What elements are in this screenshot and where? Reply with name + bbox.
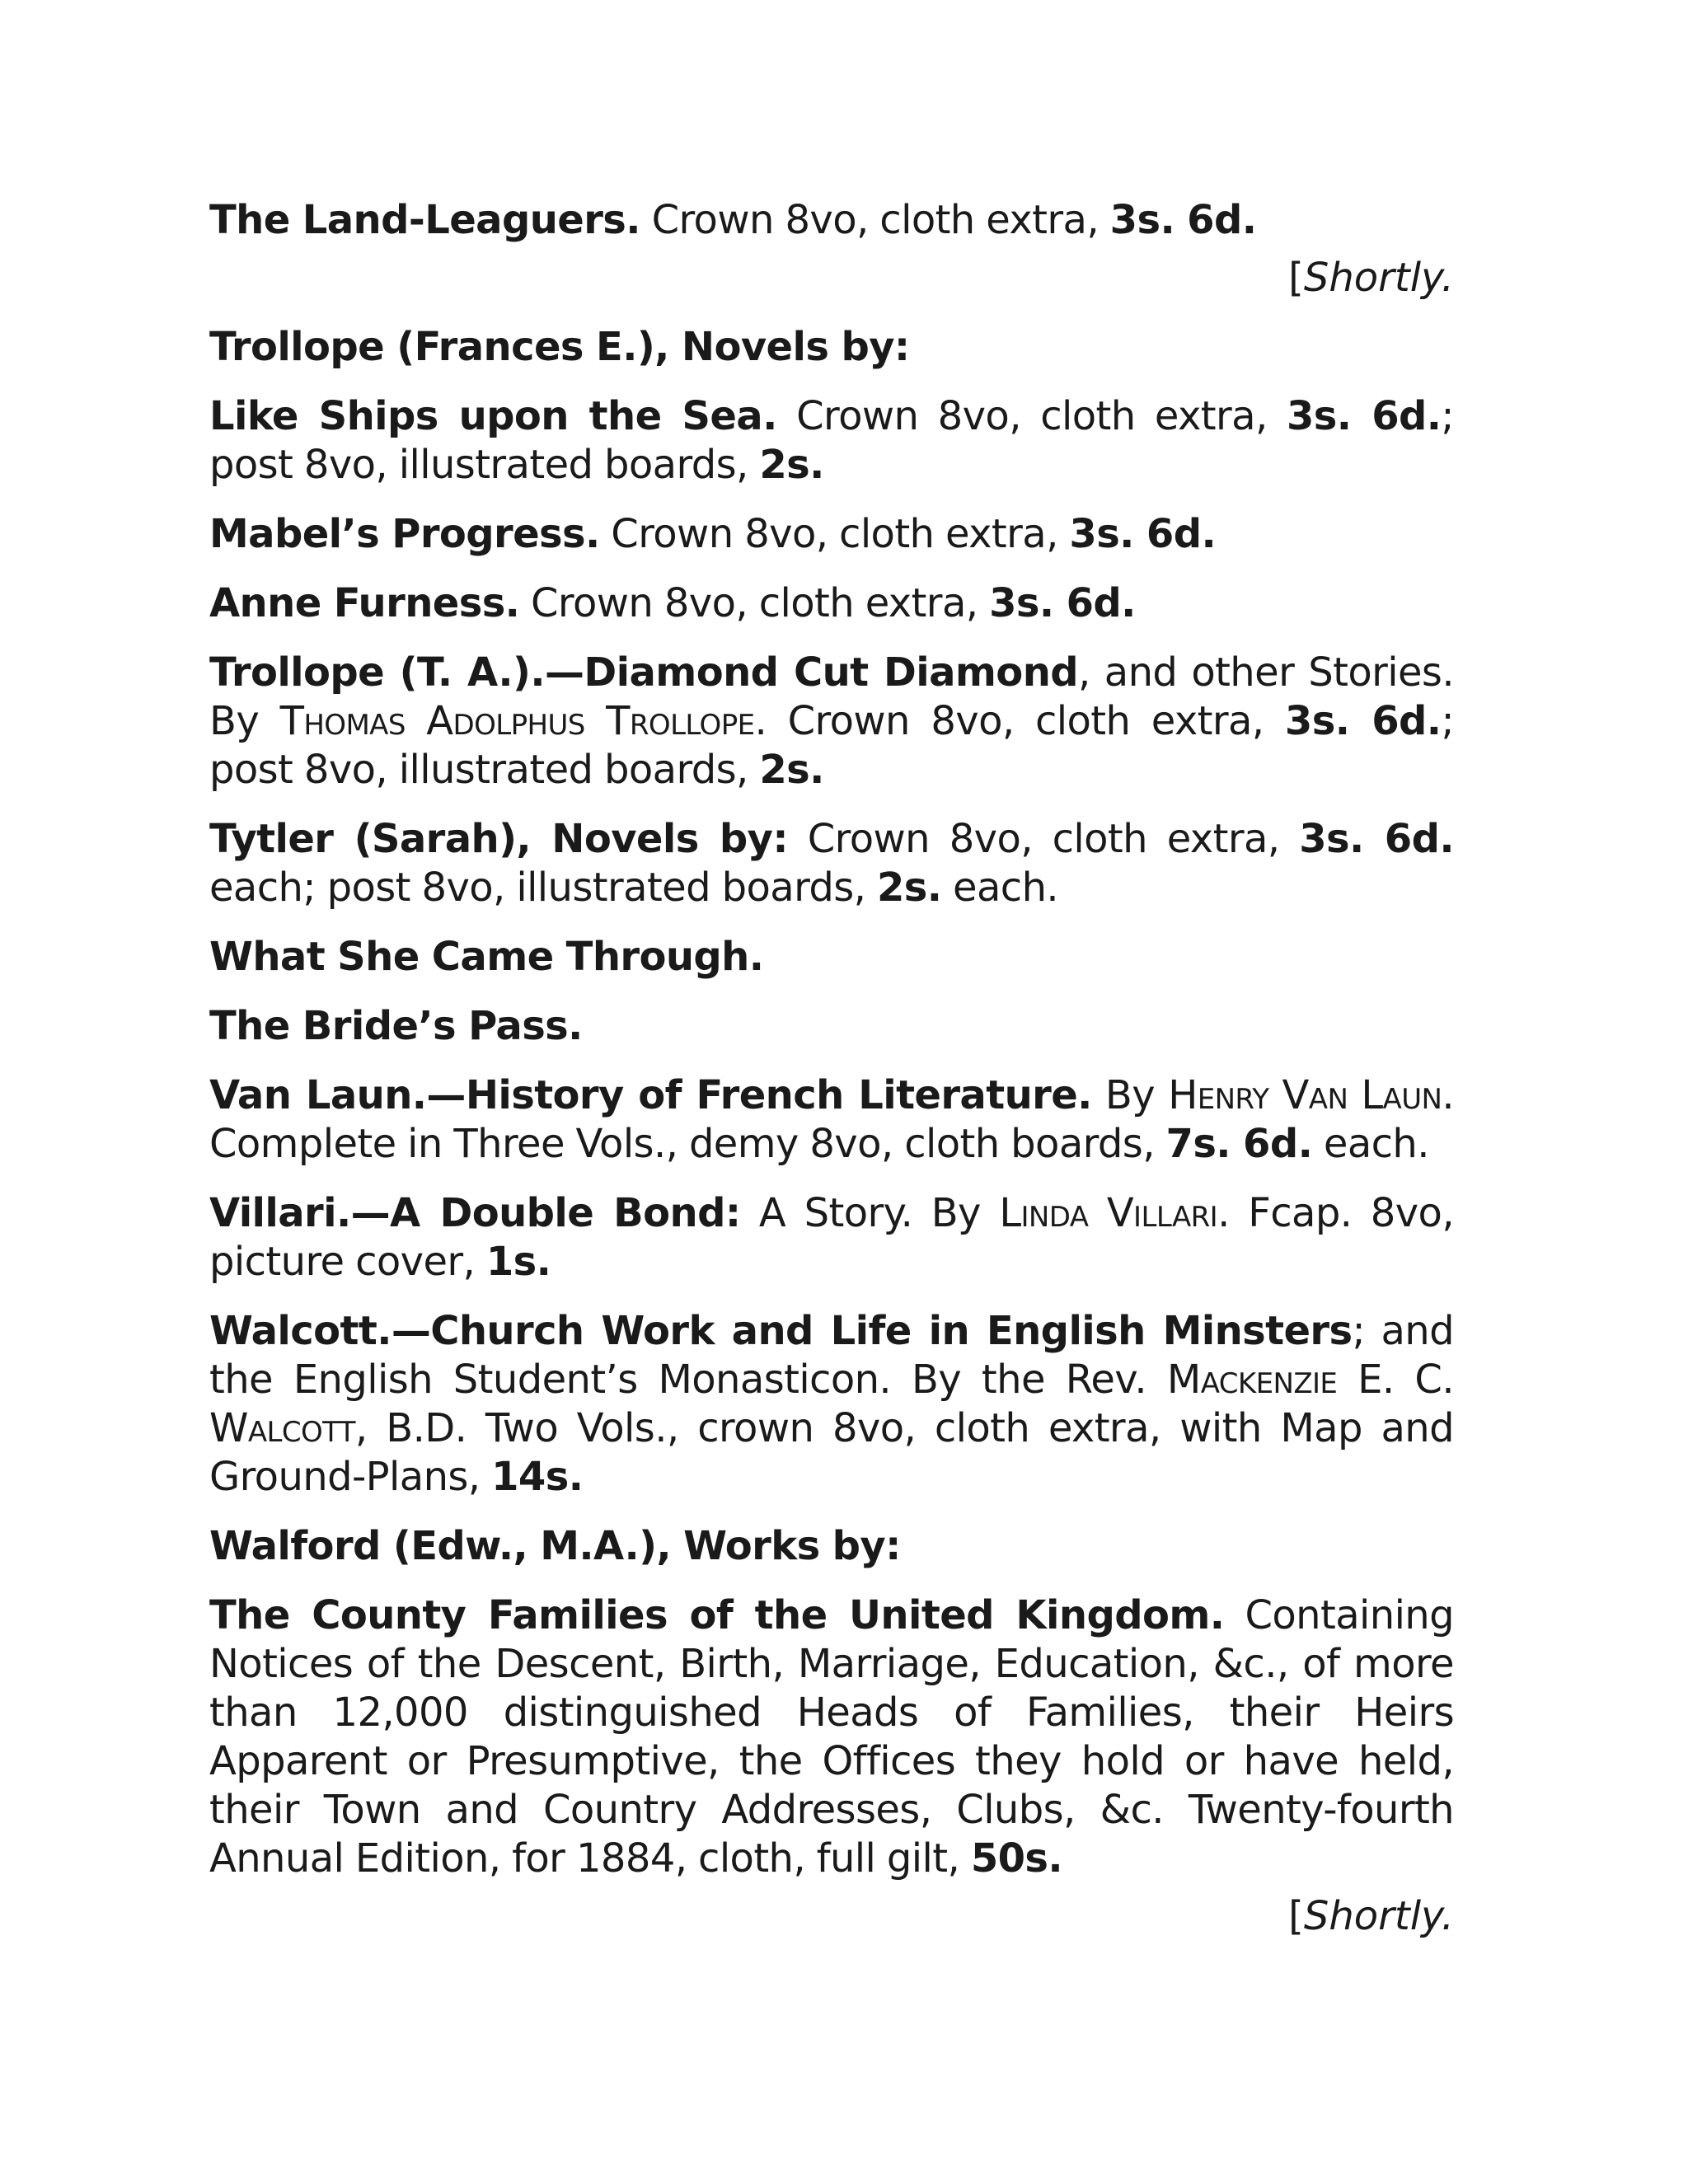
forthcoming-note [209,254,1454,302]
entry-text: . Crown 8vo, cloth extra, [754,698,1285,744]
entry-title-text: Walcott.—Church Work and Life in English Minsters [209,1308,1353,1354]
catalogue-entry [209,815,1454,912]
entry-title-text: The County Families of the United Kingdom. [209,1592,1225,1638]
entry-text: ; and the English Student’s Monasticon. By the Rev. [209,1308,1454,1403]
catalogue-entry [209,1002,1454,1051]
entry-title-text: Trollope (T. A.).—Diamond Cut Diamond [209,649,1079,696]
entry-text: Containing Notices of the Descent, Birth, Marriage, Education, &c., of more than 12,000 distinguished Heads of Families, their Heirs Apparent or Presumptive, the Offices they hold or have held, their Town and Country Addresses, Clubs, &c. Twenty-fourth Annual Edition, for 1884, cloth, full gilt, [209,1592,1454,1882]
author-name: Mackenzie [1166,1357,1338,1403]
entry-text: each. [1312,1121,1429,1167]
entry-title-text: Villari.—A Double Bond: [209,1190,741,1236]
forthcoming-note [209,1892,1454,1941]
shortly-text: Shortly. [1303,255,1454,301]
entry-text: Crown 8vo, cloth extra, [787,816,1300,862]
entry-title-text: 3s. 6d. [1284,698,1442,744]
entry-title-text: The Land-Leaguers. [209,197,640,243]
entry-title-text: 3s. 6d. [1109,197,1257,243]
entry-title-text: The Bride’s Pass. [209,1003,583,1049]
bracket-mark: [ [1288,255,1304,301]
entry-title-text: 3s. 6d. [1299,816,1454,862]
entry-title-text: What She Came Through. [209,934,764,980]
catalogue-entry [209,1071,1454,1169]
entry-title-text: 2s. [876,865,942,911]
catalogue-entry [209,1307,1454,1502]
catalogue-entry [209,649,1454,794]
entry-text: A Story. By [740,1190,1000,1236]
catalogue-entry [209,1189,1454,1286]
entry-title-text: Trollope (Frances E.), Novels by: [209,324,910,370]
entry-text: . Complete in Three Vols., demy 8vo, cloth boards, [209,1072,1454,1167]
entry-title-text: 50s. [970,1835,1063,1882]
entry-title-text: 2s. [759,747,824,793]
entry-text: ; post 8vo, illustrated boards, [209,698,1455,793]
entry-text: Crown 8vo, cloth extra, [599,511,1070,557]
entry-title-text: Walford (Edw., M.A.), Works by: [209,1523,901,1569]
entry-text: , B.D. Two Vols., crown 8vo, cloth extra, with Map and Ground-Plans, [209,1405,1454,1500]
entry-title-text: 3s. 6d. [1287,393,1442,439]
entry-text: E. C. [1337,1357,1454,1403]
entry-title-text: Like Ships upon the Sea. [209,393,777,439]
author-name: Thomas Adolphus Trollope [279,698,755,744]
entry-title-text: 7s. 6d. [1165,1121,1313,1167]
shortly-text: Shortly. [1303,1893,1454,1939]
author-name: Walcott [209,1405,355,1451]
catalogue-entry [209,392,1454,490]
entry-text: Crown 8vo, cloth extra, [519,580,990,626]
catalogue-page [209,196,1454,1961]
entry-text: , and other Stories. By [209,649,1454,744]
author-name: Linda Villari [999,1190,1218,1236]
catalogue-entry [209,933,1454,982]
entry-text: . Fcap. 8vo, picture cover, [209,1190,1454,1285]
entry-title-text: Tytler (Sarah), Novels by: [209,816,788,862]
entry-title-text: 1s. [485,1239,551,1285]
entry-title-text: Van Laun.—History of French Literature. [209,1072,1092,1118]
catalogue-entry [209,1522,1454,1571]
entry-title-text: 14s. [491,1454,584,1500]
catalogue-entry [209,323,1454,372]
entry-text: each. [941,865,1059,911]
bracket-mark: [ [1288,1893,1304,1939]
catalogue-entry [209,1591,1454,1883]
entry-text: each; post 8vo, illustrated boards, [209,865,877,911]
entry-text: By [1091,1072,1169,1118]
catalogue-entry [209,510,1454,559]
entry-text: ; post 8vo, illustrated boards, [209,393,1454,488]
entry-title-text: 3s. 6d. [989,580,1136,626]
entry-title-text: Anne Furness. [209,580,520,626]
entry-title-text: Mabel’s Progress. [209,511,600,557]
entry-title-text: 3s. 6d. [1069,511,1217,557]
catalogue-entry [209,196,1454,245]
entry-title-text: 2s. [759,442,824,488]
entry-text: Crown 8vo, cloth extra, [776,393,1287,439]
catalogue-entry [209,579,1454,628]
entry-text: Crown 8vo, cloth extra, [640,197,1110,243]
author-name: Henry Van Laun [1168,1072,1442,1118]
